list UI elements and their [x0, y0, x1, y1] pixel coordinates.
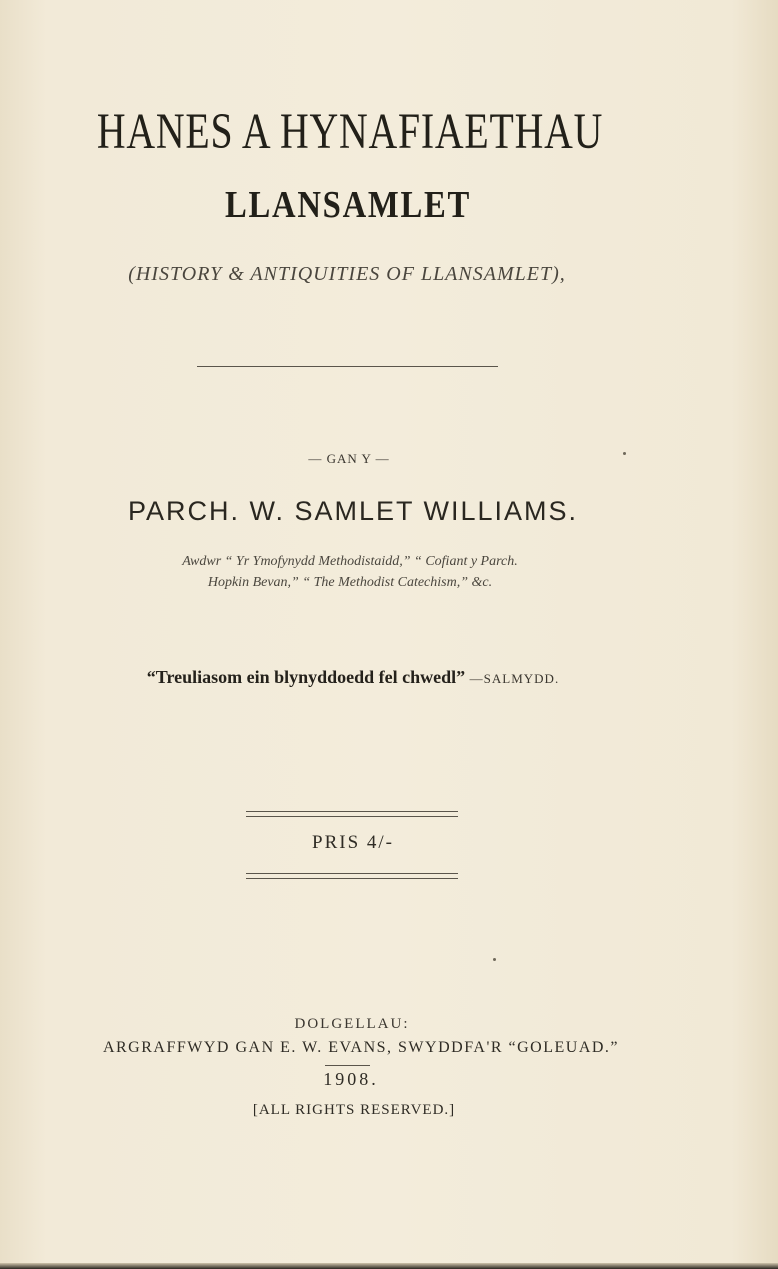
price-rule-top-1 [246, 811, 458, 812]
title-rule [197, 366, 498, 367]
year-rule [325, 1065, 370, 1066]
imprint-rights: [ALL RIGHTS RESERVED.] [252, 1102, 456, 1118]
price-rule-bottom-2 [246, 878, 458, 879]
author-name: PARCH. W. SAMLET WILLIAMS. [127, 496, 579, 526]
epigraph-source: —SALMYDD. [469, 671, 560, 686]
main-title: HANES A HYNAFIAETHAU [96, 104, 604, 160]
imprint-printer: ARGRAFFWYD GAN E. W. EVANS, SWYDDFA'R “GOLEUAD.” [102, 1039, 620, 1056]
english-translation: (HISTORY & ANTIQUITIES OF LLANSAMLET), [128, 263, 566, 285]
epigraph-text: “Treuliasom ein blynyddoedd fel chwedl” [146, 667, 466, 687]
author-works-line-1: Awdwr “ Yr Ymofynydd Methodistaidd,” “ Cofiant y Parch. [182, 554, 518, 569]
paper-speck [493, 958, 496, 961]
author-works-line-2: Hopkin Bevan,” “ The Methodist Catechism,” &c. [207, 575, 493, 590]
paper-speck [623, 452, 626, 455]
price-rule-top-2 [246, 816, 458, 817]
imprint-year: 1908. [323, 1069, 379, 1089]
subtitle-place: LLANSAMLET [224, 184, 472, 226]
imprint-place: DOLGELLAU: [294, 1016, 410, 1032]
author-works [0, 551, 700, 593]
price-rule-bottom-1 [246, 873, 458, 874]
price: PRIS 4/- [312, 832, 394, 853]
by-label: — GAN Y — [308, 451, 390, 466]
epigraph [0, 667, 706, 688]
